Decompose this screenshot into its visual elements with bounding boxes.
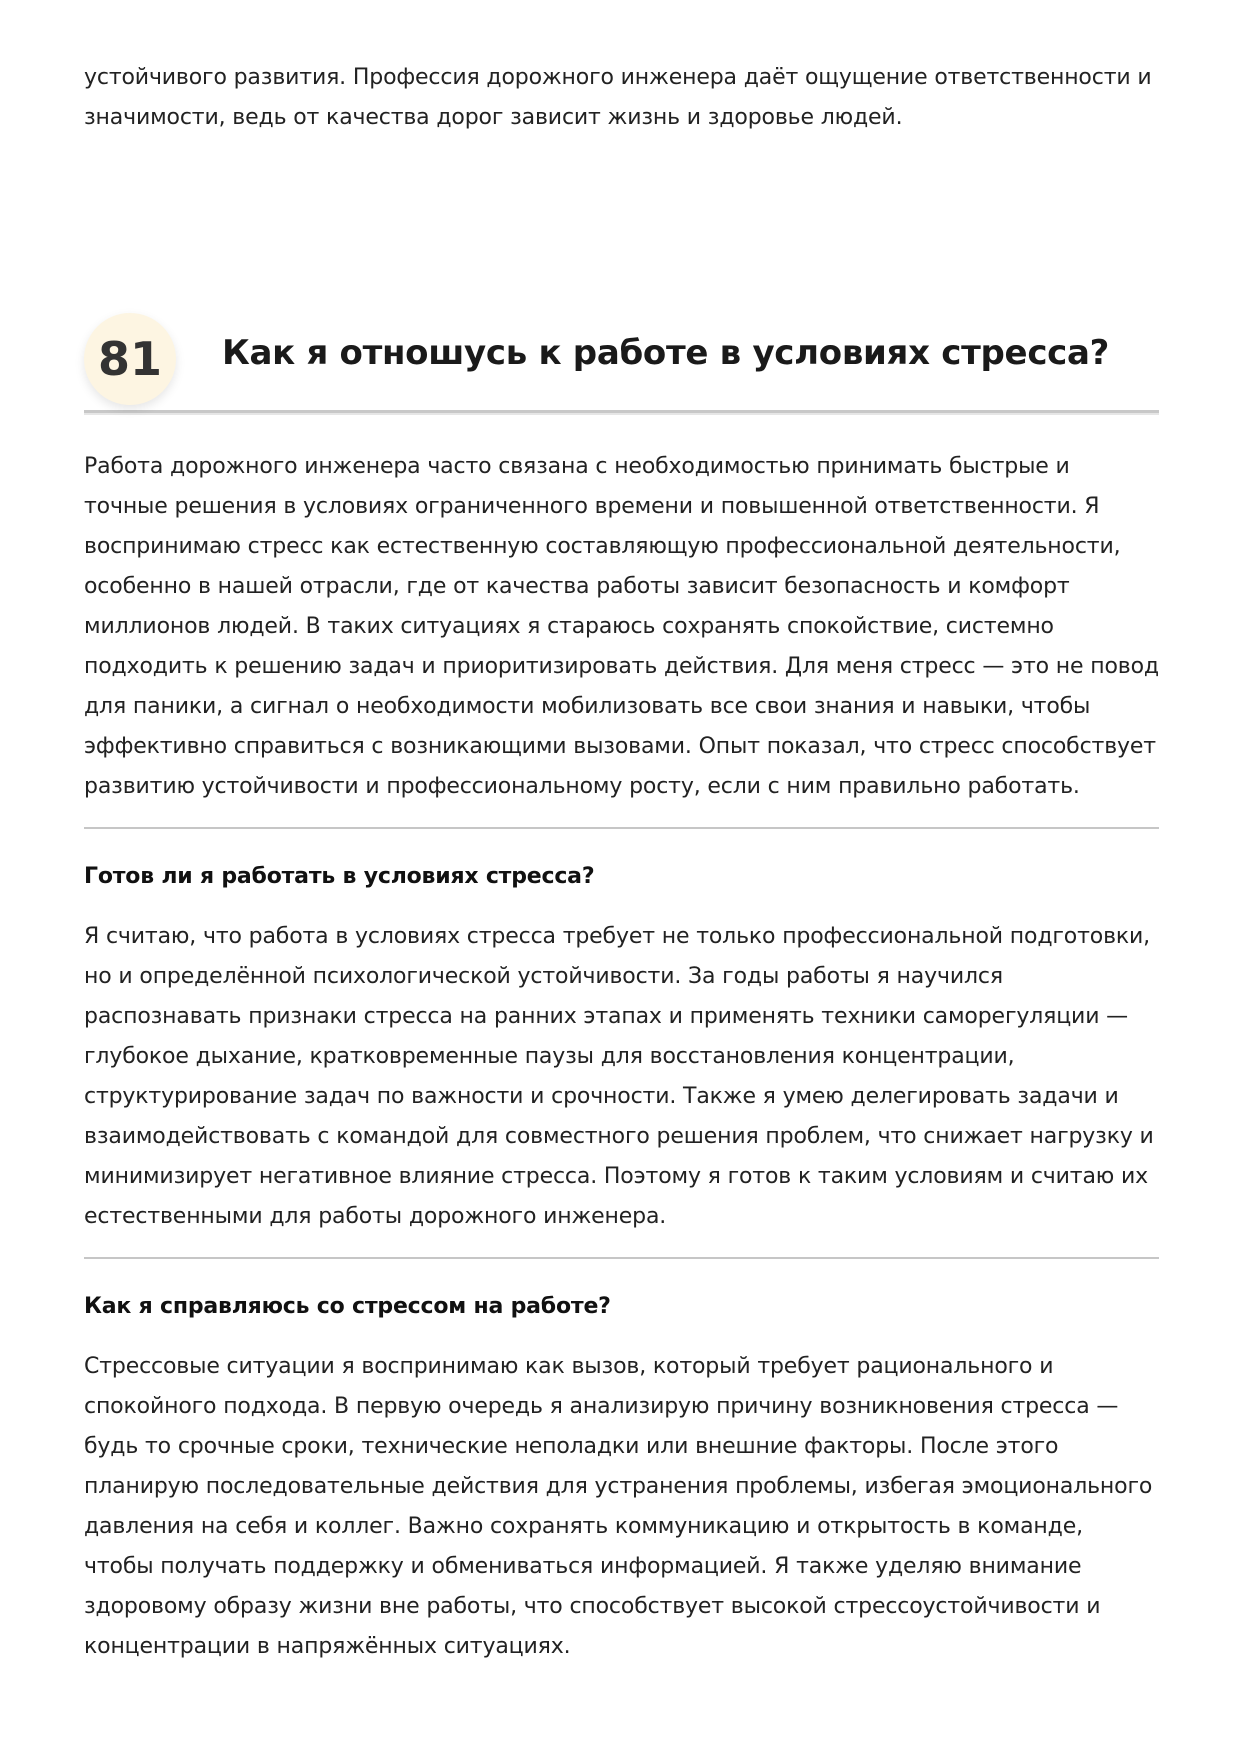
subsection-divider bbox=[84, 1257, 1159, 1259]
section-divider bbox=[84, 827, 1159, 829]
section-number-badge: 81 bbox=[84, 313, 176, 405]
subsection-body-ready: Я считаю, что работа в условиях стресса требует не только профессиональной подготовки, но и определённой психологической устойчивости. За годы работы я научился распознавать признаки стресса на ранних этапах и применять техники саморегуляции — глубокое дыхание, кратковременные паузы для восстановления концентрации, структурирование задач по важности и срочности. Также я умею делегировать задачи и взаимодействовать с командой для совместного решения проблем, что снижает нагрузку и минимизирует негативное влияние стресса. Поэтому я готов к таким условиям и считаю их естественными для работы дорожного инженера. bbox=[84, 924, 1154, 1229]
subsection-heading-ready: Готов ли я работать в условиях стресса? bbox=[84, 864, 595, 889]
section-title: Как я отношусь к работе в условиях стресса? bbox=[222, 333, 1110, 373]
section-body-paragraph: Работа дорожного инженера часто связана с необходимостью принимать быстрые и точные решения в условиях ограниченного времени и повышенной ответственности. Я воспринимаю стресс как естественную составляющую профессиональной деятельности, особенно в нашей отрасли, где от качества работы зависит безопасность и комфорт миллионов людей. В таких ситуациях я стараюсь сохранять спокойствие, системно подходить к решению задач и приоритизировать действия. Для меня стресс — это не повод для паники, а сигнал о необходимости мобилизовать все свои знания и навыки, чтобы эффективно справиться с возникающими вызовами. Опыт показал, что стресс способствует развитию устойчивости и профессиональному росту, если с ним правильно работать. bbox=[84, 454, 1159, 799]
subsection-body-coping: Стрессовые ситуации я воспринимаю как вызов, который требует рационального и спокойного подхода. В первую очередь я анализирую причину возникновения стресса — будь то срочные сроки, технические неполадки или внешние факторы. После этого планирую последовательные действия для устранения проблемы, избегая эмоционального давления на себя и коллег. Важно сохранять коммуникацию и открытость в команде, чтобы получать поддержку и обмениваться информацией. Я также уделяю внимание здоровому образу жизни вне работы, что способствует высокой стрессоустойчивости и концентрации в напряжённых ситуациях. bbox=[84, 1354, 1153, 1659]
document-page bbox=[84, 58, 1159, 1667]
subsection-heading-coping: Как я справляюсь со стрессом на работе? bbox=[84, 1294, 611, 1319]
section-header bbox=[84, 310, 1159, 413]
intro-paragraph: устойчивого развития. Профессия дорожного инженера даёт ощущение ответственности и значимости, ведь от качества дорог зависит жизнь и здоровье людей. bbox=[84, 65, 1152, 130]
